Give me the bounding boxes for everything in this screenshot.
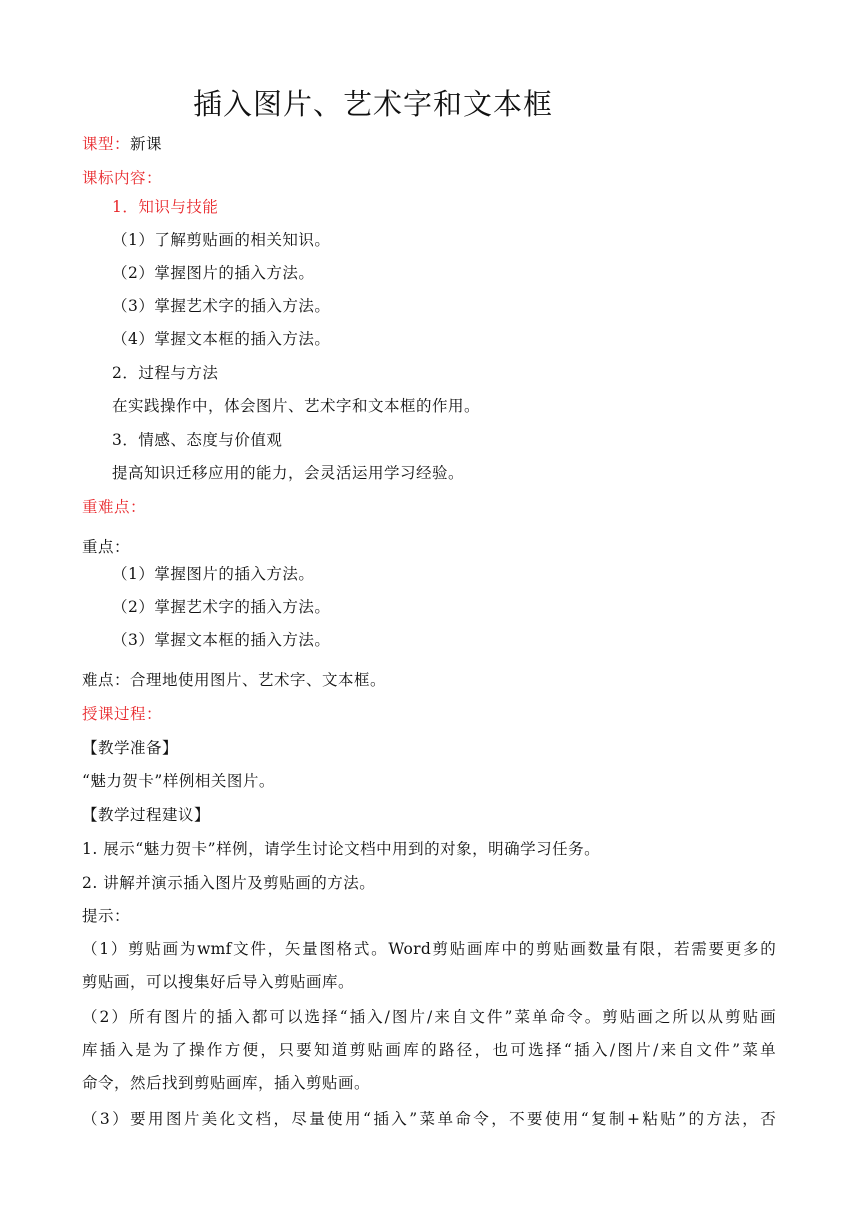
key-points-heading: 重难点： (82, 498, 147, 516)
prep-heading: 【教学准备】 (82, 739, 179, 757)
hint-1-line: 剪贴画，可以搜集好后导入剪贴画库。 (82, 973, 355, 991)
focus-item: （2）掌握艺术字的插入方法。 (112, 598, 331, 616)
standards-heading: 课标内容： (82, 169, 163, 187)
course-type-line (82, 133, 162, 155)
section-1-item: （1）了解剪贴画的相关知识。 (112, 231, 331, 249)
document-title: 插入图片、艺术字和文本框 (193, 87, 554, 121)
section-1-title: 1．知识与技能 (112, 198, 219, 216)
section-1-item: （2）掌握图片的插入方法。 (112, 264, 315, 282)
hint-2-line: 库插入是为了操作方便，只要知道剪贴画库的路径，也可选择“插入/图片/来自文件”菜单 (82, 1041, 776, 1059)
focus-item: （3）掌握文本框的插入方法。 (112, 631, 331, 649)
hint-2-line: （2）所有图片的插入都可以选择“插入/图片/来自文件”菜单命令。剪贴画之所以从剪贴画 (82, 1008, 776, 1026)
hint-3-line: （3）要用图片美化文档，尽量使用“插入”菜单命令，不要使用“复制+粘贴”的方法，否 (82, 1110, 776, 1128)
suggest-heading: 【教学过程建议】 (82, 806, 211, 824)
section-1-item: （3）掌握艺术字的插入方法。 (112, 297, 331, 315)
section-3-text: 提高知识迁移应用的能力，会灵活运用学习经验。 (112, 464, 465, 482)
section-3-title: 3．情感、态度与价值观 (112, 431, 283, 449)
prep-text: “魅力贺卡”样例相关图片。 (82, 772, 275, 790)
process-heading: 授课过程： (82, 705, 163, 723)
section-2-title: 2．过程与方法 (112, 364, 219, 382)
course-type-label: 课型： (82, 135, 131, 153)
step-2: 2. 讲解并演示插入图片及剪贴画的方法。 (82, 874, 376, 892)
hint-label: 提示： (82, 907, 131, 925)
hint-2-line: 命令，然后找到剪贴画库，插入剪贴画。 (82, 1074, 371, 1092)
focus-item: （1）掌握图片的插入方法。 (112, 565, 315, 583)
course-type-value: 新课 (130, 135, 163, 153)
section-2-text: 在实践操作中，体会图片、艺术字和文本框的作用。 (112, 397, 481, 415)
difficulty-text: 难点：合理地使用图片、艺术字、文本框。 (82, 671, 387, 689)
step-1: 1. 展示“魅力贺卡”样例，请学生讨论文档中用到的对象，明确学习任务。 (82, 840, 601, 858)
section-1-item: （4）掌握文本框的插入方法。 (112, 330, 331, 348)
hint-1-line: （1）剪贴画为wmf文件，矢量图格式。Word剪贴画库中的剪贴画数量有限，若需要更多的 (82, 940, 776, 958)
focus-label: 重点： (82, 538, 131, 556)
